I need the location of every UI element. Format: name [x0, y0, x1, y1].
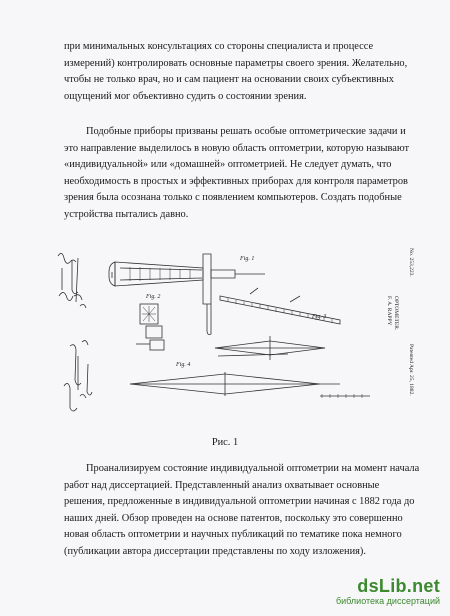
text-line: измерений) контролировать основные параметры своего зрения. Желательно,	[64, 57, 408, 69]
text-line: чтобы не только врач, но и сам пациент на основании своих субъективных	[64, 74, 394, 86]
fig-label-3: Fig. 3	[312, 314, 327, 320]
paragraph-1	[64, 39, 430, 105]
patent-figure	[50, 236, 425, 421]
patent-date: Patented Apr. 25, 1882.	[408, 344, 414, 396]
fig-label-4: Fig. 4	[176, 362, 191, 368]
patent-number: No. 253,223.	[408, 248, 414, 277]
watermark-logo: dsLib.net	[357, 576, 440, 596]
text-line: Подобные приборы призваны решать особые оптометрические задачи и	[86, 126, 406, 137]
text-line: при минимальных консультациях со стороны специалиста и процессе	[64, 41, 374, 52]
text-line: «индивидуальной» или «домашней» оптометрией. Не следует думать, что	[64, 159, 392, 171]
text-line: это направление выделилось в новую область оптометрии, которую называют	[64, 142, 410, 154]
dslib-watermark[interactable]	[335, 576, 440, 608]
patent-header	[386, 248, 414, 396]
patent-title: OPTOMETER.	[393, 296, 399, 331]
witness-signature	[58, 253, 86, 308]
text-line: наших дней. Обзор проведен на основе патентов, поскольку это совершенно	[64, 512, 403, 524]
patent-drawing	[50, 236, 425, 421]
figure-caption: Рис. 1	[211, 437, 239, 448]
text-line: Проанализируем состояние индивидуальной оптометрии на момент начала	[86, 463, 420, 474]
text-line: работ над диссертацией. Представленный анализ охватывает основные	[64, 479, 380, 491]
text-line: устройства пытались давно.	[64, 208, 189, 220]
fig-label-1: Fig. 1	[240, 256, 255, 262]
text-line: новая область оптометрии и научных публикаций по тематике пока немного	[64, 529, 402, 541]
ray-diagram-upper	[215, 336, 325, 360]
paragraph-3	[64, 461, 430, 561]
text-line: (публикации автора диссертации представлены по ходу изложения).	[64, 545, 366, 557]
watermark-tagline: библиотека диссертаций	[335, 596, 440, 606]
fig-label-2: Fig. 2	[146, 294, 161, 300]
text-line: зрения была осознана только с появлением компьютеров. Создать подобные	[64, 192, 402, 204]
patent-name: F. A. RAPPY	[386, 296, 392, 326]
fig1-optometer	[109, 254, 265, 335]
ray-diagram-lower	[130, 372, 370, 398]
text-line: решения, предложенные в индивидуальной оптометрии начиная с 1882 года до	[64, 496, 415, 508]
text-line: необходимость в простых и эффективных приборах для контроля параметров	[64, 175, 408, 187]
paragraph-2	[64, 124, 430, 224]
text-line: ощущений мог объективно судить о состоянии зрения.	[64, 90, 307, 102]
inventor-signature	[64, 341, 92, 411]
fig2-sight	[136, 304, 164, 350]
